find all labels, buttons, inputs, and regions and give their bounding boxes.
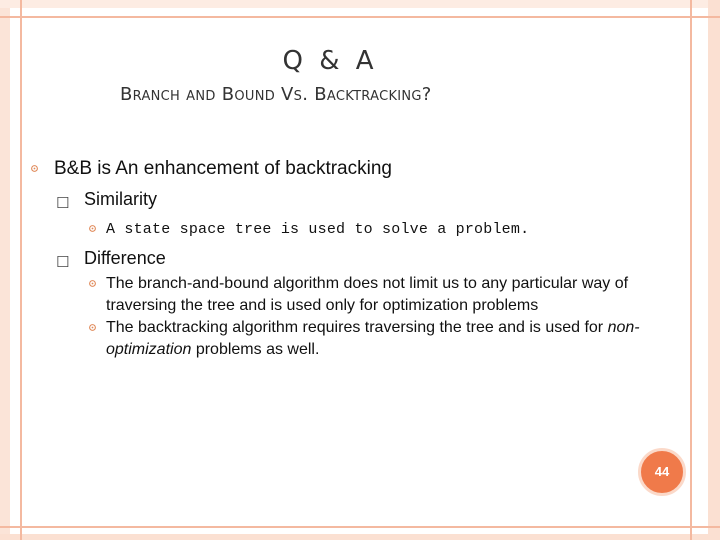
- difference-text-2-italic: non-optimization: [106, 319, 640, 358]
- similarity-item: [106, 218, 680, 241]
- border-top-band: [0, 0, 720, 8]
- difference-heading-item: [56, 245, 680, 271]
- main-point-text: B&B is An enhancement of backtracking: [54, 158, 392, 179]
- page-number-badge: 44: [638, 448, 686, 496]
- difference-text-2b: problems as well.: [191, 341, 320, 358]
- slide-title: Q & A: [282, 46, 378, 76]
- similarity-heading: Similarity: [84, 189, 158, 209]
- border-right-band: [708, 0, 720, 540]
- difference-text-1: The branch-and-bound algorithm does not limit us to any particular way of traversing the tree and is used only for optimization problems: [106, 275, 629, 314]
- sun-bullet-icon: [88, 224, 97, 233]
- border-left-rule: [20, 0, 22, 540]
- difference-item-1: [106, 273, 680, 317]
- border-bottom-rule: [0, 526, 720, 528]
- box-bullet-icon: ☐: [56, 253, 70, 271]
- sun-bullet-icon: [30, 164, 39, 173]
- similarity-heading-item: [56, 186, 680, 212]
- difference-heading: Difference: [84, 248, 166, 268]
- slide-body: [30, 156, 680, 361]
- slide-subtitle: Branch and Bound Vs. Backtracking?: [120, 84, 432, 105]
- box-bullet-icon: ☐: [56, 194, 70, 212]
- sun-bullet-icon: [88, 323, 97, 332]
- difference-item-2: [106, 317, 680, 361]
- similarity-text: A state space tree is used to solve a problem.: [106, 221, 530, 238]
- border-right-rule: [690, 0, 692, 540]
- border-top-rule: [0, 16, 720, 18]
- difference-text-2a: The backtracking algorithm requires traversing the tree and is used for: [106, 319, 608, 336]
- border-bottom-band: [0, 534, 720, 540]
- sun-bullet-icon: [88, 279, 97, 288]
- border-left-band: [0, 0, 10, 540]
- bullet-point-main: [54, 156, 680, 182]
